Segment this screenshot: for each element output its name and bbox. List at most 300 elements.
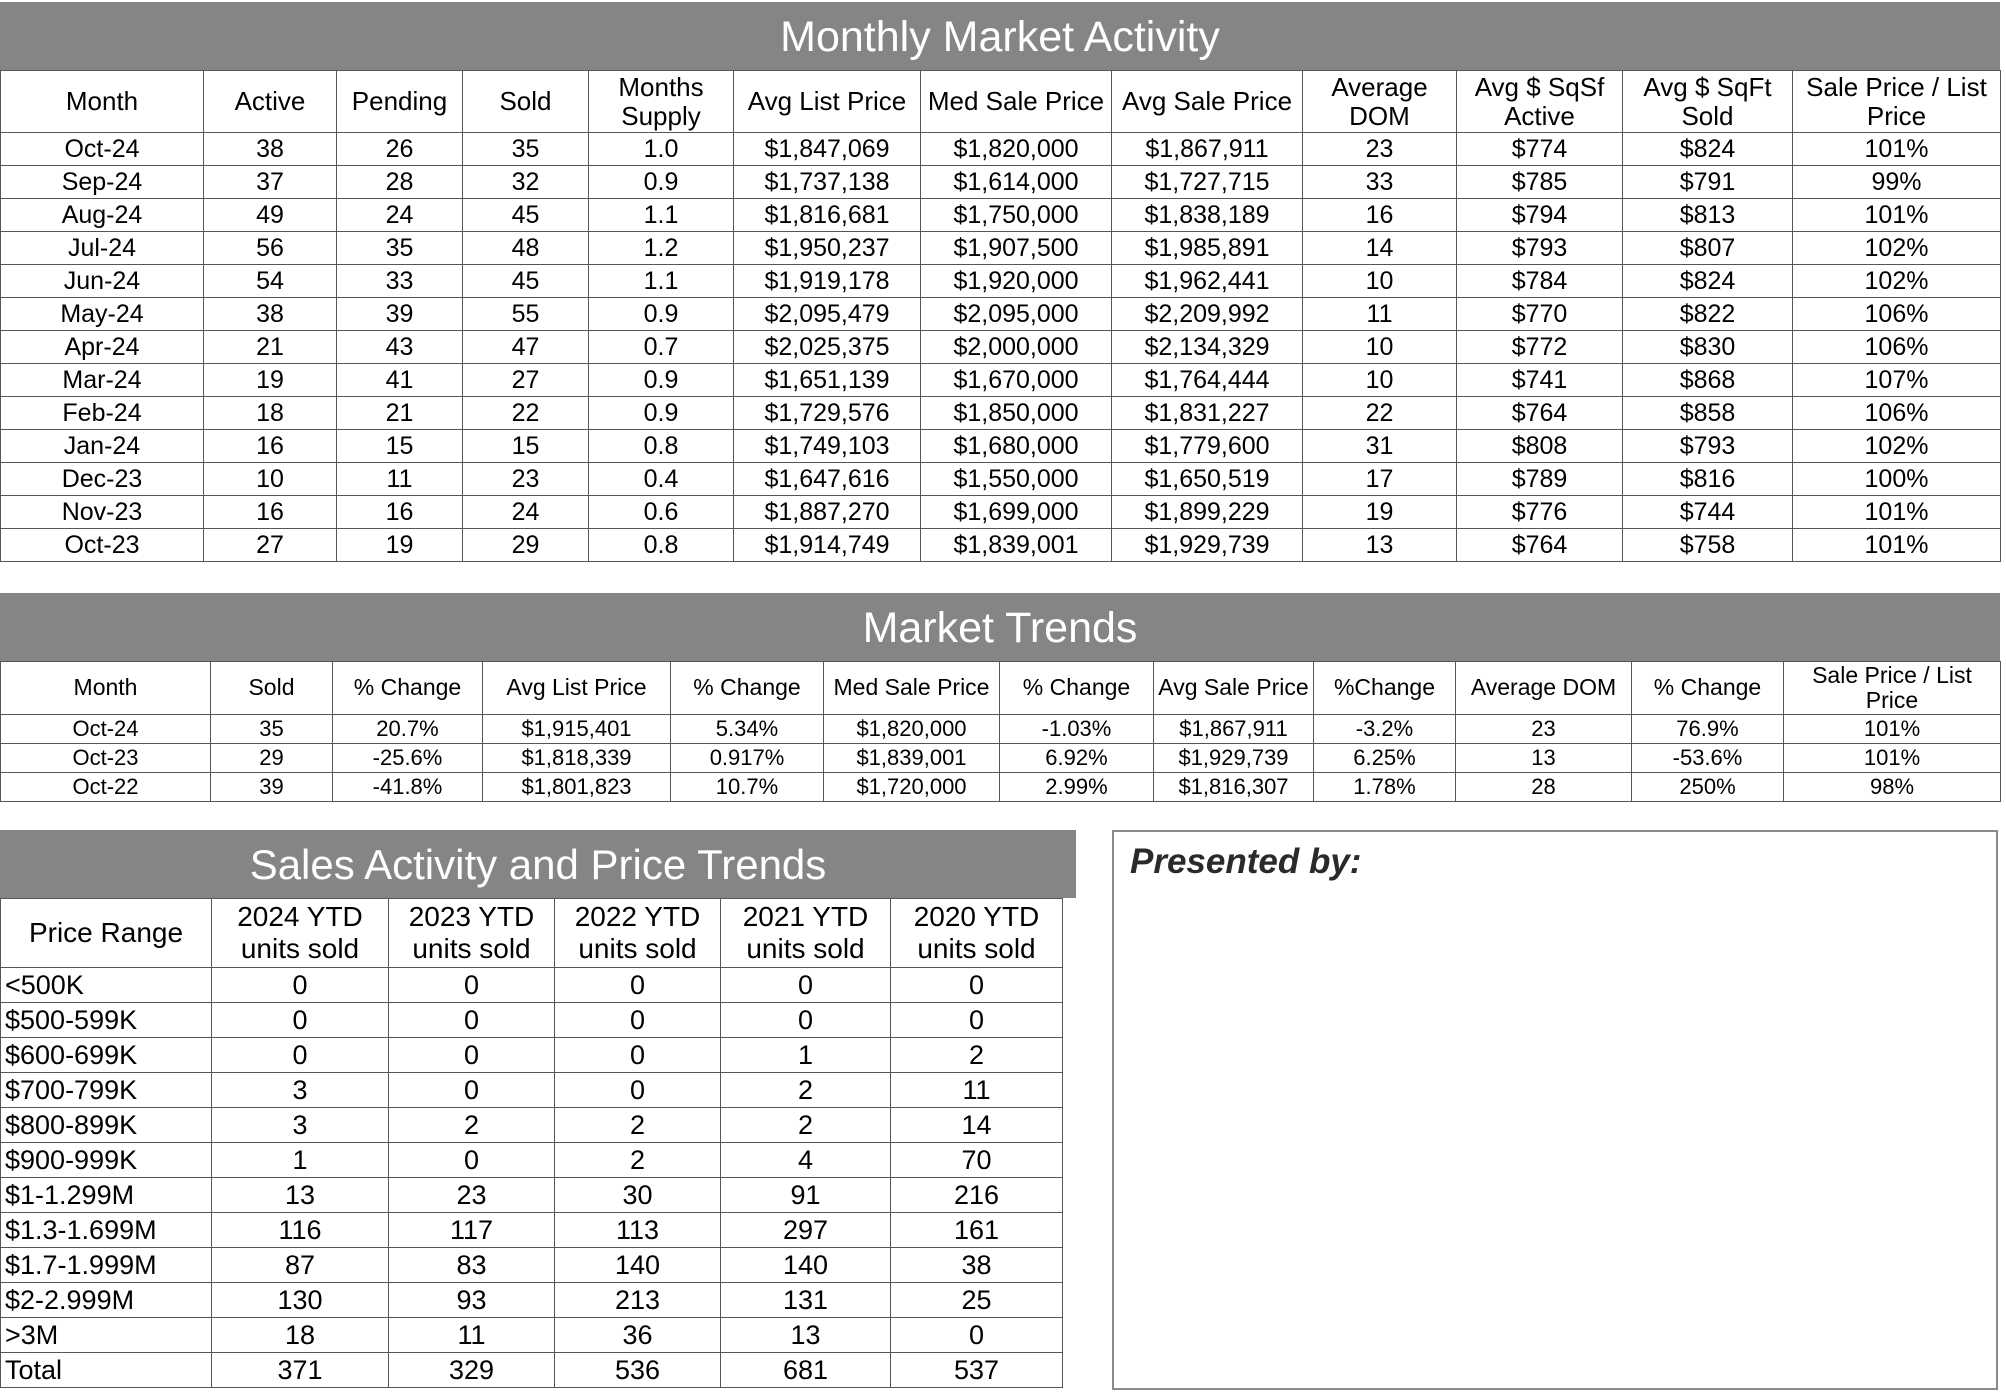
table-cell: Oct-22 [1,773,211,802]
table-cell: $1,650,519 [1112,463,1303,496]
table-cell: 100% [1793,463,2001,496]
table-cell: 102% [1793,265,2001,298]
table-cell: 0 [389,1143,555,1178]
column-header: Avg $ SqFt Sold [1623,71,1793,133]
column-header: Price Range [1,899,212,968]
monthly-market-activity-title: Monthly Market Activity [0,2,2000,70]
table-cell: 55 [463,298,589,331]
table-cell: 54 [204,265,337,298]
table-cell: $868 [1623,364,1793,397]
table-cell: 2 [721,1108,891,1143]
market-trends-table [0,661,2001,802]
table-cell: 19 [337,529,463,562]
table-row [1,1283,1063,1318]
table-cell: $813 [1623,199,1793,232]
table-cell: $1,680,000 [921,430,1112,463]
table-cell: 101% [1784,715,2001,744]
table-cell: 35 [463,133,589,166]
table-cell: 1 [212,1143,389,1178]
table-cell: 0.9 [589,298,734,331]
table-cell: $1,839,001 [921,529,1112,562]
table-cell: 27 [463,364,589,397]
table-cell: $1.7-1.999M [1,1248,212,1283]
table-cell: 0.9 [589,397,734,430]
column-header: Med Sale Price [824,662,1000,715]
table-cell: 3 [212,1073,389,1108]
table-cell: $772 [1457,331,1623,364]
table-cell: 22 [1303,397,1457,430]
column-header: Avg List Price [483,662,671,715]
column-header: Med Sale Price [921,71,1112,133]
table-cell: $1,614,000 [921,166,1112,199]
column-header: Sold [211,662,333,715]
table-cell: -25.6% [333,744,483,773]
table-cell: $1,720,000 [824,773,1000,802]
table-cell: 17 [1303,463,1457,496]
column-header: Months Supply [589,71,734,133]
table-cell: $1,847,069 [734,133,921,166]
table-cell: 16 [204,496,337,529]
table-cell: $1,816,307 [1154,773,1314,802]
table-cell: 22 [463,397,589,430]
table-cell: -41.8% [333,773,483,802]
table-row [1,1003,1063,1038]
table-cell: 32 [463,166,589,199]
table-cell: $1,647,616 [734,463,921,496]
table-cell: $1,839,001 [824,744,1000,773]
table-cell: 41 [337,364,463,397]
table-row [1,463,2001,496]
table-cell: 0 [389,1003,555,1038]
table-cell: 0.9 [589,364,734,397]
table-cell: 1.1 [589,265,734,298]
column-header: 2020 YTD units sold [891,899,1063,968]
table-row [1,430,2001,463]
table-cell: 116 [212,1213,389,1248]
table-cell: 29 [463,529,589,562]
table-row [1,232,2001,265]
table-cell: >3M [1,1318,212,1353]
table-cell: 4 [721,1143,891,1178]
column-header: % Change [671,662,824,715]
table-cell: $1,651,139 [734,364,921,397]
table-cell: $2,000,000 [921,331,1112,364]
column-header: Active [204,71,337,133]
table-cell: Sep-24 [1,166,204,199]
presented-by-box [1112,830,1998,1390]
table-cell: 0 [389,1073,555,1108]
table-cell: $1.3-1.699M [1,1213,212,1248]
column-header: 2022 YTD units sold [555,899,721,968]
table-row [1,715,2001,744]
table-cell: $1,750,000 [921,199,1112,232]
table-row [1,1038,1063,1073]
table-cell: 0.8 [589,529,734,562]
table-cell: 45 [463,199,589,232]
table-cell: 0.9 [589,166,734,199]
sales-activity-title: Sales Activity and Price Trends [0,830,1076,898]
table-cell: $1,801,823 [483,773,671,802]
table-cell: $900-999K [1,1143,212,1178]
table-row [1,773,2001,802]
table-cell: $1,929,739 [1154,744,1314,773]
table-cell: $1,950,237 [734,232,921,265]
column-header: Pending [337,71,463,133]
table-cell: 18 [212,1318,389,1353]
table-cell: 0 [555,1038,721,1073]
table-cell: 83 [389,1248,555,1283]
table-cell: 35 [211,715,333,744]
table-row [1,1353,1063,1388]
table-cell: Oct-23 [1,744,211,773]
table-cell: 1.2 [589,232,734,265]
column-header: 2021 YTD units sold [721,899,891,968]
column-header: Avg $ SqSf Active [1457,71,1623,133]
table-cell: 10 [204,463,337,496]
table-cell: Oct-23 [1,529,204,562]
sales-activity-section [0,830,1076,1388]
table-cell: $807 [1623,232,1793,265]
table-cell: 76.9% [1632,715,1784,744]
table-cell: 23 [1303,133,1457,166]
table-cell: 106% [1793,397,2001,430]
table-cell: 19 [1303,496,1457,529]
table-cell: $824 [1623,265,1793,298]
table-cell: $2,095,479 [734,298,921,331]
table-cell: $1,915,401 [483,715,671,744]
table-cell: $1-1.299M [1,1178,212,1213]
table-cell: 0 [555,968,721,1003]
table-cell: 102% [1793,232,2001,265]
table-cell: $1,907,500 [921,232,1112,265]
table-cell: 28 [337,166,463,199]
table-cell: 18 [204,397,337,430]
column-header: % Change [1632,662,1784,715]
table-cell: $1,838,189 [1112,199,1303,232]
monthly-market-activity-section [0,2,2000,562]
table-cell: 39 [211,773,333,802]
table-cell: $784 [1457,265,1623,298]
table-cell: $758 [1623,529,1793,562]
table-row [1,1108,1063,1143]
table-cell: 0.917% [671,744,824,773]
table-cell: 30 [555,1178,721,1213]
table-cell: 28 [1456,773,1632,802]
table-row [1,744,2001,773]
table-row [1,968,1063,1003]
table-cell: $1,737,138 [734,166,921,199]
table-cell: 0 [721,968,891,1003]
table-cell: 13 [1303,529,1457,562]
table-cell: $1,818,339 [483,744,671,773]
table-cell: 43 [337,331,463,364]
table-cell: 3 [212,1108,389,1143]
table-cell: 371 [212,1353,389,1388]
table-cell: 14 [891,1108,1063,1143]
table-cell: $1,887,270 [734,496,921,529]
table-row [1,1143,1063,1178]
table-row [1,364,2001,397]
market-trends-section [0,593,2000,802]
table-cell: 39 [337,298,463,331]
table-cell: $789 [1457,463,1623,496]
table-cell: 102% [1793,430,2001,463]
table-cell: 130 [212,1283,389,1318]
table-cell: 21 [337,397,463,430]
table-cell: 21 [204,331,337,364]
table-cell: Jul-24 [1,232,204,265]
table-cell: 140 [555,1248,721,1283]
table-cell: 93 [389,1283,555,1318]
table-cell: 25 [891,1283,1063,1318]
table-cell: 0.6 [589,496,734,529]
table-cell: 16 [337,496,463,529]
table-header-row [1,71,2001,133]
table-cell: $822 [1623,298,1793,331]
table-cell: 26 [337,133,463,166]
monthly-market-activity-table [0,70,2001,562]
table-row [1,1248,1063,1283]
table-cell: 117 [389,1213,555,1248]
table-cell: Feb-24 [1,397,204,430]
table-cell: $1,920,000 [921,265,1112,298]
column-header: 2024 YTD units sold [212,899,389,968]
table-cell: 15 [463,430,589,463]
table-cell: 131 [721,1283,891,1318]
table-cell: $1,764,444 [1112,364,1303,397]
table-cell: $793 [1623,430,1793,463]
column-header: % Change [1000,662,1154,715]
table-cell: 0 [555,1003,721,1038]
table-cell: Apr-24 [1,331,204,364]
table-cell: 98% [1784,773,2001,802]
table-cell: 33 [337,265,463,298]
table-cell: 161 [891,1213,1063,1248]
column-header: 2023 YTD units sold [389,899,555,968]
table-cell: -1.03% [1000,715,1154,744]
column-header: Sold [463,71,589,133]
table-cell: 13 [721,1318,891,1353]
table-cell: $816 [1623,463,1793,496]
table-cell: 297 [721,1213,891,1248]
table-cell: $1,550,000 [921,463,1112,496]
table-cell: $1,919,178 [734,265,921,298]
table-cell: 11 [891,1073,1063,1108]
table-cell: $808 [1457,430,1623,463]
table-cell: 0 [212,1038,389,1073]
table-cell: 113 [555,1213,721,1248]
table-row [1,496,2001,529]
table-cell: 6.25% [1314,744,1456,773]
table-row [1,265,2001,298]
table-cell: <500K [1,968,212,1003]
table-cell: 101% [1793,529,2001,562]
table-cell: $1,962,441 [1112,265,1303,298]
table-cell: 0 [555,1073,721,1108]
table-cell: 1.0 [589,133,734,166]
table-cell: 13 [212,1178,389,1213]
column-header: Avg Sale Price [1112,71,1303,133]
table-cell: $1,729,576 [734,397,921,430]
table-cell: 38 [204,298,337,331]
table-cell: 38 [204,133,337,166]
table-row [1,1213,1063,1248]
table-cell: $764 [1457,529,1623,562]
table-cell: $1,985,891 [1112,232,1303,265]
table-cell: $700-799K [1,1073,212,1108]
column-header: % Change [333,662,483,715]
table-cell: Jun-24 [1,265,204,298]
column-header: %Change [1314,662,1456,715]
table-cell: 101% [1793,133,2001,166]
table-row [1,133,2001,166]
table-cell: 0 [891,968,1063,1003]
table-cell: 56 [204,232,337,265]
table-cell: 37 [204,166,337,199]
market-trends-title: Market Trends [0,593,2000,661]
table-cell: 0.7 [589,331,734,364]
table-cell: $1,779,600 [1112,430,1303,463]
table-cell: 2 [389,1108,555,1143]
table-cell: 16 [1303,199,1457,232]
table-cell: Oct-24 [1,715,211,744]
table-cell: 47 [463,331,589,364]
table-cell: 1.1 [589,199,734,232]
table-cell: $1,699,000 [921,496,1112,529]
table-cell: 536 [555,1353,721,1388]
table-cell: $1,899,229 [1112,496,1303,529]
table-cell: 24 [463,496,589,529]
table-cell: Nov-23 [1,496,204,529]
table-cell: 0 [891,1003,1063,1038]
table-row [1,1178,1063,1213]
table-cell: $794 [1457,199,1623,232]
table-cell: $1,820,000 [921,133,1112,166]
table-cell: 5.34% [671,715,824,744]
table-cell: 1 [721,1038,891,1073]
table-cell: $764 [1457,397,1623,430]
table-cell: 0 [212,1003,389,1038]
table-cell: 19 [204,364,337,397]
table-cell: 35 [337,232,463,265]
table-cell: 29 [211,744,333,773]
table-cell: $741 [1457,364,1623,397]
table-cell: $2-2.999M [1,1283,212,1318]
table-cell: $2,134,329 [1112,331,1303,364]
table-cell: -3.2% [1314,715,1456,744]
table-cell: 537 [891,1353,1063,1388]
table-cell: Jan-24 [1,430,204,463]
table-cell: $800-899K [1,1108,212,1143]
table-cell: 38 [891,1248,1063,1283]
table-cell: $1,914,749 [734,529,921,562]
column-header: Sale Price / List Price [1793,71,2001,133]
table-cell: 87 [212,1248,389,1283]
table-cell: 24 [337,199,463,232]
table-cell: 91 [721,1178,891,1213]
table-cell: $774 [1457,133,1623,166]
table-row [1,529,2001,562]
table-cell: $1,727,715 [1112,166,1303,199]
table-cell: 48 [463,232,589,265]
table-cell: 11 [1303,298,1457,331]
table-cell: 681 [721,1353,891,1388]
table-header-row [1,662,2001,715]
table-row [1,397,2001,430]
table-cell: 10 [1303,364,1457,397]
table-cell: 49 [204,199,337,232]
table-cell: -53.6% [1632,744,1784,773]
table-cell: $1,929,739 [1112,529,1303,562]
table-row [1,1318,1063,1353]
table-cell: $791 [1623,166,1793,199]
table-cell: 45 [463,265,589,298]
column-header: Month [1,662,211,715]
table-header-row [1,899,1063,968]
table-cell: Aug-24 [1,199,204,232]
column-header: Sale Price / List Price [1784,662,2001,715]
table-cell: 6.92% [1000,744,1154,773]
table-row [1,166,2001,199]
table-cell: $1,820,000 [824,715,1000,744]
table-cell: 10 [1303,265,1457,298]
table-row [1,199,2001,232]
table-cell: 33 [1303,166,1457,199]
column-header: Avg Sale Price [1154,662,1314,715]
column-header: Month [1,71,204,133]
table-cell: May-24 [1,298,204,331]
table-cell: $1,749,103 [734,430,921,463]
table-cell: 0 [212,968,389,1003]
table-cell: $858 [1623,397,1793,430]
table-cell: 140 [721,1248,891,1283]
table-cell: 70 [891,1143,1063,1178]
column-header: Average DOM [1456,662,1632,715]
table-cell: Dec-23 [1,463,204,496]
table-cell: Total [1,1353,212,1388]
table-cell: 23 [389,1178,555,1213]
table-cell: $793 [1457,232,1623,265]
table-cell: 0.4 [589,463,734,496]
table-cell: 10 [1303,331,1457,364]
table-cell: 0 [389,1038,555,1073]
table-cell: 106% [1793,298,2001,331]
table-cell: $1,670,000 [921,364,1112,397]
table-cell: Oct-24 [1,133,204,166]
table-cell: $776 [1457,496,1623,529]
table-cell: 216 [891,1178,1063,1213]
table-cell: 11 [337,463,463,496]
table-cell: 2 [555,1108,721,1143]
table-cell: 10.7% [671,773,824,802]
table-cell: $830 [1623,331,1793,364]
table-cell: 16 [204,430,337,463]
table-cell: 2 [721,1073,891,1108]
column-header: Avg List Price [734,71,921,133]
table-cell: 99% [1793,166,2001,199]
table-cell: 20.7% [333,715,483,744]
table-cell: $2,209,992 [1112,298,1303,331]
table-cell: 23 [463,463,589,496]
table-cell: 250% [1632,773,1784,802]
table-cell: 101% [1793,496,2001,529]
table-cell: 2 [891,1038,1063,1073]
table-cell: 15 [337,430,463,463]
table-cell: $1,831,227 [1112,397,1303,430]
table-cell: $770 [1457,298,1623,331]
table-cell: Mar-24 [1,364,204,397]
table-cell: $600-699K [1,1038,212,1073]
